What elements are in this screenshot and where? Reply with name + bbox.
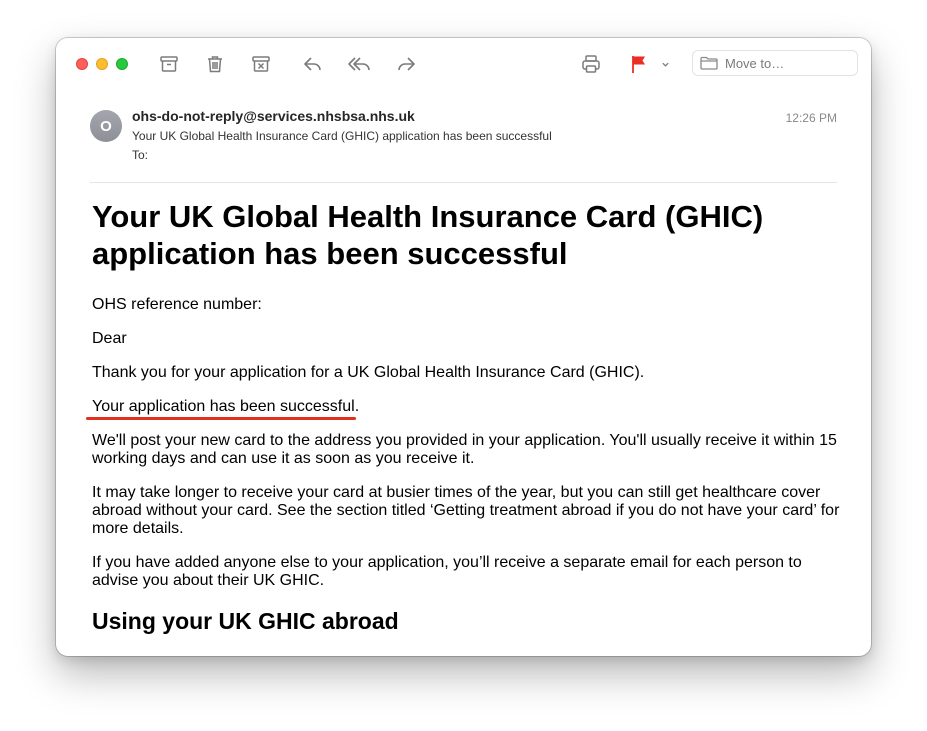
others-paragraph: If you have added anyone else to your application, you’ll receive a separate email for each person to advise you about their UK GHIC.	[92, 554, 802, 589]
message-subject: Your UK Global Health Insurance Card (GHIC) application has been successful	[132, 129, 552, 143]
junk-icon[interactable]	[249, 52, 273, 76]
greeting: Dear	[92, 330, 127, 347]
email-title: Your UK Global Health Insurance Card (GHIC) application has been successful	[92, 199, 764, 271]
move-to-placeholder: Move to…	[725, 55, 785, 71]
delivery-paragraph: We'll post your new card to the address you provided in your application. You'll usually receive it within 15 working days and can use it as soon as you receive it.	[92, 432, 837, 467]
sender-address[interactable]: ohs-do-not-reply@services.nhsbsa.nhs.uk	[132, 108, 415, 124]
mail-window	[56, 38, 871, 656]
reference-number: OHS reference number:	[92, 296, 262, 313]
reply-icon[interactable]	[301, 52, 325, 76]
message-time: 12:26 PM	[785, 111, 837, 125]
folder-icon	[699, 55, 719, 71]
move-to-field[interactable]	[692, 50, 858, 76]
toolbar	[56, 38, 871, 90]
close-window-button[interactable]	[76, 58, 88, 70]
trash-icon[interactable]	[203, 52, 227, 76]
email-body	[92, 198, 852, 634]
print-icon[interactable]	[579, 52, 603, 76]
avatar: O	[90, 110, 122, 142]
recipient-label: To:	[132, 148, 149, 162]
archive-icon[interactable]	[157, 52, 181, 76]
message-header	[90, 104, 837, 183]
success-paragraph: Your application has been successful.	[92, 398, 360, 415]
minimize-window-button[interactable]	[96, 58, 108, 70]
flag-icon[interactable]	[627, 52, 651, 76]
chevron-down-icon[interactable]	[658, 52, 672, 76]
thank-you-paragraph: Thank you for your application for a UK Global Health Insurance Card (GHIC).	[92, 364, 645, 381]
delay-paragraph: It may take longer to receive your card at busier times of the year, but you can still get healthcare cover abroad without your card. See the section titled ‘Getting treatment abroad if you do not have your card’ for more details.	[92, 484, 840, 537]
reply-all-icon[interactable]	[346, 52, 374, 76]
highlight-underline	[86, 417, 356, 420]
zoom-window-button[interactable]	[116, 58, 128, 70]
section-heading: Using your UK GHIC abroad	[92, 608, 399, 634]
forward-icon[interactable]	[394, 52, 418, 76]
